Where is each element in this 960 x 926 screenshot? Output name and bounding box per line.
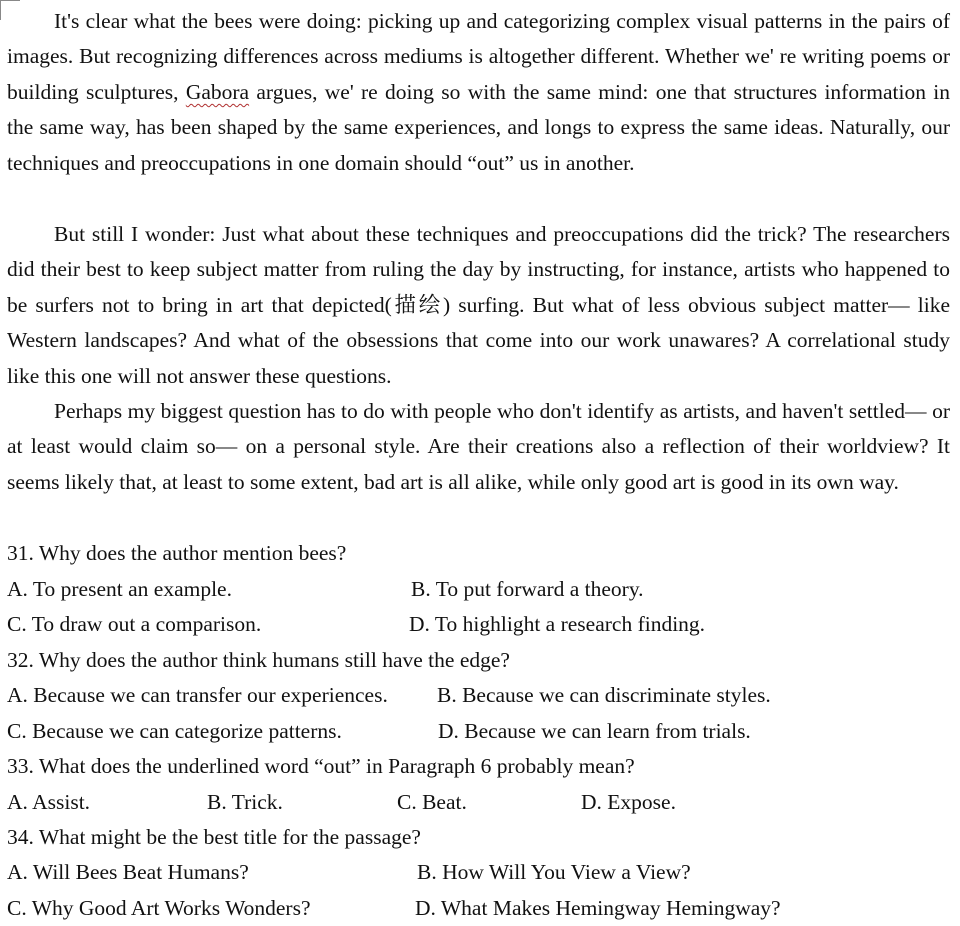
paragraph-text: argues, we' re doing so with the same mind: one that structures information in the same way, has been shaped by the same experiences, and longs to express the same ideas. Naturally, our techniques and preoccupations in one domain should “out” us in another. xyxy=(7,79,950,175)
page-corner-mark xyxy=(0,0,1,20)
option-c[interactable]: C. To draw out a comparison. xyxy=(7,612,262,636)
option-b[interactable]: B. Trick. xyxy=(207,790,283,814)
option-c[interactable]: C. Because we can categorize patterns. xyxy=(7,719,342,743)
passage-paragraph-2: But still I wonder: Just what about these techniques and preoccupations did the trick? The researchers did their best to keep subject matter from ruling the day by instructing, for instance, artists who happened to be surfers not to bring in art that depicted(描绘) surfing. But what of less obvious subject matter— like Western landscapes? And what of the obsessions that come into our work unawares? A correlational study like this one will not answer these questions. xyxy=(7,222,950,388)
passage-paragraph-3: Perhaps my biggest question has to do with people who don't identify as artists, and haven't settled— or at least would claim so— on a personal style. Are their creations also a reflection of their worldview? It seems likely that, at least to some extent, bad art is all alike, while only good art is good in its own way. xyxy=(7,399,950,494)
question-stem: 34. What might be the best title for the passage? xyxy=(7,825,421,849)
option-a[interactable]: A. Because we can transfer our experiences. xyxy=(7,683,388,707)
question-stem: 33. What does the underlined word “out” in Paragraph 6 probably mean? xyxy=(7,754,635,778)
page-corner-mark xyxy=(0,0,20,1)
option-b[interactable]: B. Because we can discriminate styles. xyxy=(437,683,771,707)
option-c[interactable]: C. Why Good Art Works Wonders? xyxy=(7,896,311,920)
option-a[interactable]: A. Will Bees Beat Humans? xyxy=(7,860,249,884)
option-d[interactable]: D. To highlight a research finding. xyxy=(409,612,706,636)
option-a[interactable]: A. Assist. xyxy=(7,790,91,814)
paragraph-text: It's clear what the bees were doing: picking up and categorizing complex visual patterns in the pairs of images. But recognizing differences across mediums is altogether different. Whether we' re writing poems or building sculptures, xyxy=(7,9,950,104)
option-b[interactable]: B. How Will You View a View? xyxy=(417,860,691,884)
question-stem: 31. Why does the author mention bees? xyxy=(7,541,347,565)
passage-paragraph-1 xyxy=(7,4,950,181)
option-b[interactable]: B. To put forward a theory. xyxy=(411,577,644,601)
option-a[interactable]: A. To present an example. xyxy=(7,577,232,601)
option-d[interactable]: D. What Makes Hemingway Hemingway? xyxy=(415,896,781,920)
option-d[interactable]: D. Because we can learn from trials. xyxy=(438,719,751,743)
option-c[interactable]: C. Beat. xyxy=(397,790,467,814)
question-stem: 32. Why does the author think humans still have the edge? xyxy=(7,648,510,672)
option-d[interactable]: D. Expose. xyxy=(581,790,676,814)
flagged-word: Gabora xyxy=(185,79,250,104)
